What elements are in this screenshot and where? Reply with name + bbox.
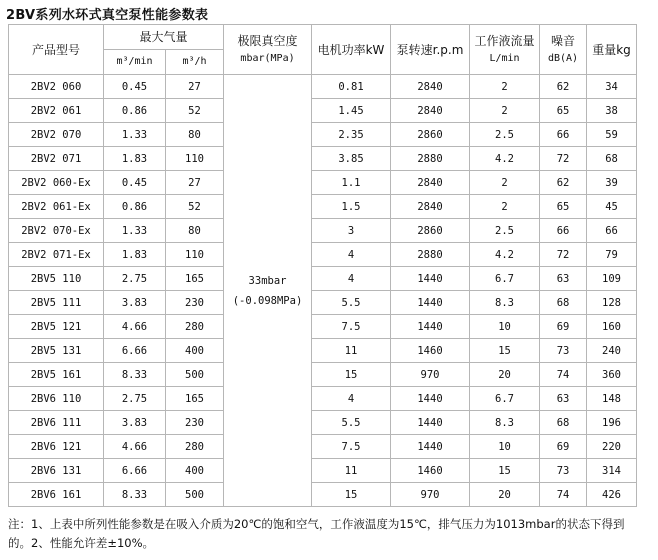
table-row xyxy=(9,387,637,411)
table-row xyxy=(9,459,637,483)
cell-model: 2BV5 111 xyxy=(9,291,104,315)
table-row xyxy=(9,363,637,387)
table-row xyxy=(9,411,637,435)
cell-model: 2BV2 061-Ex xyxy=(9,195,104,219)
cell-liquid: 15 xyxy=(470,459,540,483)
cell-noise: 69 xyxy=(540,435,587,459)
header-liquid-label: 工作液流量 xyxy=(474,33,535,48)
table-row xyxy=(9,267,637,291)
cell-model: 2BV2 070 xyxy=(9,123,104,147)
cell-flow-min: 4.66 xyxy=(104,315,166,339)
header-flow-unit-h: m³/h xyxy=(166,50,224,75)
cell-flow-h: 280 xyxy=(166,435,224,459)
header-flow-unit-min: m³/min xyxy=(104,50,166,75)
cell-weight: 360 xyxy=(587,363,637,387)
cell-flow-h: 52 xyxy=(166,195,224,219)
cell-model: 2BV2 061 xyxy=(9,99,104,123)
header-power: 电机功率kW xyxy=(312,25,391,75)
spec-table xyxy=(8,24,637,507)
cell-model: 2BV6 121 xyxy=(9,435,104,459)
table-row xyxy=(9,291,637,315)
cell-liquid: 20 xyxy=(470,363,540,387)
cell-flow-h: 400 xyxy=(166,339,224,363)
table-row xyxy=(9,195,637,219)
cell-speed: 970 xyxy=(391,363,470,387)
cell-weight: 148 xyxy=(587,387,637,411)
cell-noise: 74 xyxy=(540,363,587,387)
cell-speed: 1440 xyxy=(391,267,470,291)
cell-flow-min: 4.66 xyxy=(104,435,166,459)
cell-model: 2BV6 110 xyxy=(9,387,104,411)
cell-speed: 2840 xyxy=(391,75,470,99)
cell-liquid: 2.5 xyxy=(470,219,540,243)
vacuum-value: 33mbar xyxy=(248,274,287,287)
cell-noise: 63 xyxy=(540,267,587,291)
cell-flow-h: 165 xyxy=(166,267,224,291)
cell-speed: 2880 xyxy=(391,147,470,171)
cell-flow-h: 165 xyxy=(166,387,224,411)
table-row xyxy=(9,171,637,195)
cell-flow-min: 2.75 xyxy=(104,267,166,291)
cell-speed: 1440 xyxy=(391,315,470,339)
cell-weight: 160 xyxy=(587,315,637,339)
table-row xyxy=(9,483,637,507)
cell-weight: 59 xyxy=(587,123,637,147)
cell-power: 3 xyxy=(312,219,391,243)
cell-model: 2BV5 161 xyxy=(9,363,104,387)
cell-flow-min: 1.33 xyxy=(104,123,166,147)
cell-liquid: 2.5 xyxy=(470,123,540,147)
cell-liquid: 4.2 xyxy=(470,243,540,267)
cell-model: 2BV2 060 xyxy=(9,75,104,99)
cell-noise: 73 xyxy=(540,339,587,363)
page-title: 2BV系列水环式真空泵性能参数表 xyxy=(6,8,209,23)
table-row xyxy=(9,123,637,147)
header-noise xyxy=(540,25,587,75)
cell-flow-h: 280 xyxy=(166,315,224,339)
cell-flow-min: 2.75 xyxy=(104,387,166,411)
cell-flow-min: 1.33 xyxy=(104,219,166,243)
cell-liquid: 10 xyxy=(470,315,540,339)
cell-weight: 240 xyxy=(587,339,637,363)
cell-model: 2BV6 131 xyxy=(9,459,104,483)
table-row xyxy=(9,339,637,363)
cell-model: 2BV2 060-Ex xyxy=(9,171,104,195)
cell-flow-h: 500 xyxy=(166,483,224,507)
cell-flow-h: 110 xyxy=(166,147,224,171)
cell-power: 1.5 xyxy=(312,195,391,219)
cell-power: 2.35 xyxy=(312,123,391,147)
cell-speed: 1440 xyxy=(391,387,470,411)
cell-speed: 1440 xyxy=(391,435,470,459)
cell-power: 5.5 xyxy=(312,291,391,315)
cell-power: 4 xyxy=(312,267,391,291)
cell-liquid: 6.7 xyxy=(470,267,540,291)
cell-speed: 1440 xyxy=(391,291,470,315)
cell-power: 11 xyxy=(312,459,391,483)
cell-weight: 66 xyxy=(587,219,637,243)
cell-power: 1.45 xyxy=(312,99,391,123)
cell-weight: 34 xyxy=(587,75,637,99)
cell-power: 0.81 xyxy=(312,75,391,99)
vacuum-value-mpa: (-0.098MPa) xyxy=(232,294,303,307)
cell-weight: 79 xyxy=(587,243,637,267)
cell-vacuum xyxy=(224,75,312,507)
cell-liquid: 2 xyxy=(470,99,540,123)
cell-noise: 63 xyxy=(540,387,587,411)
cell-noise: 74 xyxy=(540,483,587,507)
cell-noise: 65 xyxy=(540,195,587,219)
cell-flow-h: 52 xyxy=(166,99,224,123)
cell-liquid: 6.7 xyxy=(470,387,540,411)
cell-power: 11 xyxy=(312,339,391,363)
table-row xyxy=(9,315,637,339)
cell-model: 2BV2 070-Ex xyxy=(9,219,104,243)
cell-power: 15 xyxy=(312,483,391,507)
header-flow: 最大气量 xyxy=(104,25,224,50)
cell-liquid: 4.2 xyxy=(470,147,540,171)
cell-weight: 314 xyxy=(587,459,637,483)
cell-power: 4 xyxy=(312,243,391,267)
cell-liquid: 8.3 xyxy=(470,411,540,435)
cell-flow-h: 27 xyxy=(166,75,224,99)
cell-power: 15 xyxy=(312,363,391,387)
cell-flow-min: 1.83 xyxy=(104,147,166,171)
cell-flow-min: 8.33 xyxy=(104,363,166,387)
table-row xyxy=(9,243,637,267)
cell-speed: 1460 xyxy=(391,339,470,363)
cell-weight: 220 xyxy=(587,435,637,459)
cell-liquid: 20 xyxy=(470,483,540,507)
cell-flow-h: 80 xyxy=(166,123,224,147)
cell-model: 2BV6 111 xyxy=(9,411,104,435)
cell-weight: 128 xyxy=(587,291,637,315)
cell-liquid: 2 xyxy=(470,195,540,219)
cell-power: 4 xyxy=(312,387,391,411)
cell-liquid: 8.3 xyxy=(470,291,540,315)
cell-weight: 109 xyxy=(587,267,637,291)
cell-model: 2BV2 071-Ex xyxy=(9,243,104,267)
cell-liquid: 2 xyxy=(470,75,540,99)
cell-noise: 62 xyxy=(540,75,587,99)
cell-flow-min: 1.83 xyxy=(104,243,166,267)
cell-speed: 2860 xyxy=(391,219,470,243)
cell-flow-min: 0.45 xyxy=(104,75,166,99)
cell-noise: 65 xyxy=(540,99,587,123)
cell-speed: 1460 xyxy=(391,459,470,483)
cell-noise: 72 xyxy=(540,243,587,267)
footnote-line-2: 的。2、性能允许差±10%。 xyxy=(8,536,155,550)
spec-table-body xyxy=(9,25,637,507)
header-vacuum-unit: mbar(MPa) xyxy=(240,52,295,64)
header-vacuum-label: 极限真空度 xyxy=(237,33,298,48)
header-noise-label: 噪音 xyxy=(551,33,576,48)
cell-weight: 45 xyxy=(587,195,637,219)
cell-speed: 970 xyxy=(391,483,470,507)
header-weight: 重量kg xyxy=(587,25,637,75)
cell-flow-h: 80 xyxy=(166,219,224,243)
cell-weight: 68 xyxy=(587,147,637,171)
cell-flow-min: 3.83 xyxy=(104,291,166,315)
cell-power: 5.5 xyxy=(312,411,391,435)
cell-flow-min: 0.86 xyxy=(104,195,166,219)
cell-noise: 66 xyxy=(540,219,587,243)
cell-power: 3.85 xyxy=(312,147,391,171)
cell-flow-h: 500 xyxy=(166,363,224,387)
header-liquid-unit: L/min xyxy=(489,52,520,64)
cell-flow-min: 0.86 xyxy=(104,99,166,123)
cell-noise: 68 xyxy=(540,291,587,315)
cell-flow-min: 6.66 xyxy=(104,339,166,363)
table-row xyxy=(9,75,637,99)
cell-noise: 68 xyxy=(540,411,587,435)
cell-speed: 2840 xyxy=(391,99,470,123)
header-row-top xyxy=(9,25,637,50)
header-model: 产品型号 xyxy=(9,25,104,75)
table-row xyxy=(9,435,637,459)
cell-noise: 73 xyxy=(540,459,587,483)
cell-model: 2BV6 161 xyxy=(9,483,104,507)
cell-flow-h: 27 xyxy=(166,171,224,195)
cell-flow-min: 0.45 xyxy=(104,171,166,195)
cell-weight: 196 xyxy=(587,411,637,435)
header-liquid xyxy=(470,25,540,75)
cell-power: 7.5 xyxy=(312,315,391,339)
table-row xyxy=(9,147,637,171)
cell-power: 7.5 xyxy=(312,435,391,459)
cell-flow-h: 230 xyxy=(166,291,224,315)
footnote-line-1: 注：1、上表中所列性能参数是在吸入介质为20℃的饱和空气，工作液温度为15℃，排气压力为1013mbar的状态下得到 xyxy=(8,517,625,531)
cell-flow-min: 6.66 xyxy=(104,459,166,483)
table-row xyxy=(9,219,637,243)
cell-liquid: 15 xyxy=(470,339,540,363)
cell-speed: 2880 xyxy=(391,243,470,267)
footnote xyxy=(8,515,648,553)
header-speed: 泵转速r.p.m xyxy=(391,25,470,75)
cell-noise: 62 xyxy=(540,171,587,195)
cell-weight: 39 xyxy=(587,171,637,195)
cell-speed: 1440 xyxy=(391,411,470,435)
table-row xyxy=(9,99,637,123)
cell-noise: 69 xyxy=(540,315,587,339)
cell-liquid: 2 xyxy=(470,171,540,195)
cell-weight: 426 xyxy=(587,483,637,507)
cell-model: 2BV5 121 xyxy=(9,315,104,339)
cell-model: 2BV2 071 xyxy=(9,147,104,171)
header-noise-unit: dB(A) xyxy=(547,52,579,64)
cell-noise: 66 xyxy=(540,123,587,147)
cell-flow-min: 3.83 xyxy=(104,411,166,435)
header-vacuum xyxy=(224,25,312,75)
cell-flow-h: 400 xyxy=(166,459,224,483)
cell-liquid: 10 xyxy=(470,435,540,459)
cell-flow-h: 110 xyxy=(166,243,224,267)
cell-model: 2BV5 131 xyxy=(9,339,104,363)
cell-model: 2BV5 110 xyxy=(9,267,104,291)
cell-flow-min: 8.33 xyxy=(104,483,166,507)
cell-flow-h: 230 xyxy=(166,411,224,435)
cell-speed: 2840 xyxy=(391,171,470,195)
cell-speed: 2840 xyxy=(391,195,470,219)
cell-speed: 2860 xyxy=(391,123,470,147)
cell-weight: 38 xyxy=(587,99,637,123)
cell-noise: 72 xyxy=(540,147,587,171)
cell-power: 1.1 xyxy=(312,171,391,195)
